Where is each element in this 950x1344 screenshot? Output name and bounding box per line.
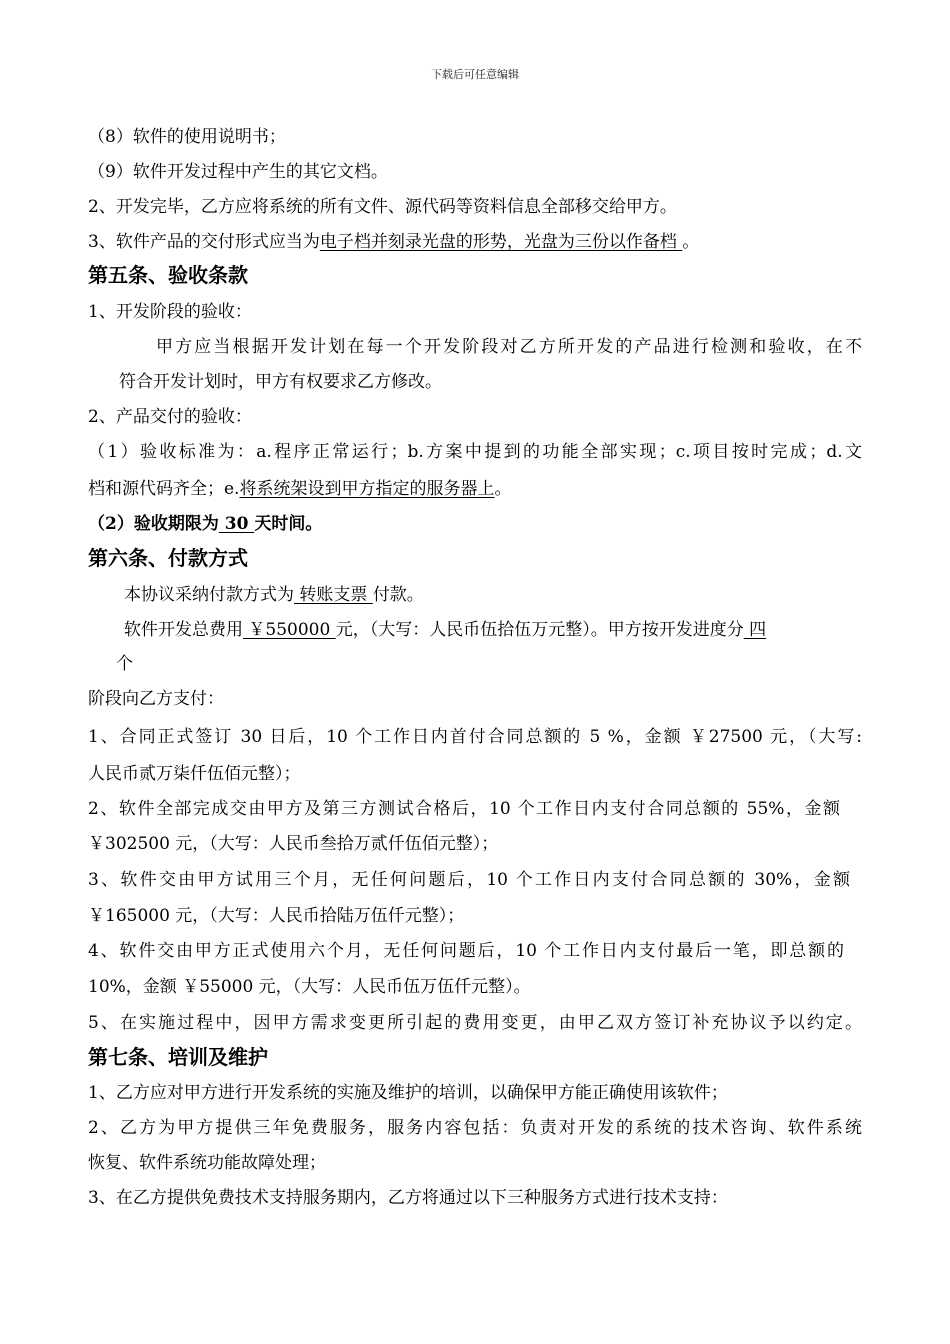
paragraph: 3、在乙方提供免费技术支持服务期内，乙方将通过以下三种服务方式进行技术支持： xyxy=(88,1188,728,1208)
text-run: 付款。 xyxy=(372,585,424,605)
paragraph: 甲方应当根据开发计划在每一个开发阶段对乙方所开发的产品进行检测和验收，在不 xyxy=(156,337,862,357)
paragraph xyxy=(124,583,424,607)
text-run: 天时间。 xyxy=(254,514,323,534)
payment-item: 1、合同正式签订 30 日后，10 个工作日内首付合同总额的 5 %，金额 ￥27500 元，（大写: xyxy=(88,727,862,747)
section-heading: 第五条、验收条款 xyxy=(88,263,248,287)
underlined-field: 转账支票 xyxy=(294,585,373,605)
underlined-field: 四 xyxy=(743,620,767,640)
payment-item: 2、软件全部完成交由甲方及第三方测试合格后，10 个工作日内支付合同总额的 55%，金额 xyxy=(88,799,840,819)
section-heading: 第六条、付款方式 xyxy=(88,546,248,570)
payment-item: ￥165000 元，（大写：人民币拾陆万伍仟元整）； xyxy=(88,906,465,926)
paragraph: 恢复、软件系统功能故障处理； xyxy=(88,1153,326,1173)
text-run: 3、软件产品的交付形式应当为 xyxy=(88,232,320,252)
paragraph xyxy=(88,512,322,536)
underlined-field: 电子档并刻录光盘的形势，光盘为三份以作备档 xyxy=(319,232,683,252)
text-run: 本协议采纳付款方式为 xyxy=(124,585,294,605)
payment-item: 10%，金额 ￥55000 元，（大写：人民币伍万伍仟元整）。 xyxy=(88,977,531,997)
paragraph: 2、开发完毕，乙方应将系统的所有文件、源代码等资料信息全部移交给甲方。 xyxy=(88,197,677,217)
underlined-field: 将系统架设到甲方指定的服务器上 xyxy=(239,479,495,499)
paragraph: （1）验收标准为：a.程序正常运行；b.方案中提到的功能全部实现；c.项目按时完成；d.文 xyxy=(88,442,862,462)
paragraph xyxy=(124,618,766,642)
paragraph: 2、产品交付的验收： xyxy=(88,407,252,427)
text-run: 。 xyxy=(682,232,700,252)
payment-item: 4、软件交由甲方正式使用六个月，无任何问题后，10 个工作日内支付最后一笔，即总额的 xyxy=(88,941,844,961)
payment-item: ￥302500 元，（大写：人民币叁拾万贰仟伍佰元整）； xyxy=(88,834,499,854)
paragraph: 符合开发计划时，甲方有权要求乙方修改。 xyxy=(119,372,442,392)
underlined-field: ￥550000 xyxy=(243,620,336,640)
paragraph xyxy=(88,230,699,254)
payment-item: 3、软件交由甲方试用三个月，无任何问题后，10 个工作日内支付合同总额的 30%，金额 xyxy=(88,870,850,890)
paragraph: 1、乙方应对甲方进行开发系统的实施及维护的培训，以确保甲方能正确使用该软件； xyxy=(88,1083,728,1103)
section-heading: 第七条、培训及维护 xyxy=(88,1045,268,1069)
list-item: （8）软件的使用说明书； xyxy=(88,127,286,147)
page-header: 下载后可任意编辑 xyxy=(431,68,519,81)
payment-item: 人民币贰万柒仟伍佰元整）； xyxy=(88,764,301,784)
text-run: 。 xyxy=(494,479,512,499)
payment-item: 5、在实施过程中，因甲方需求变更所引起的费用变更，由甲乙双方签订补充协议予以约定。 xyxy=(88,1013,862,1033)
paragraph xyxy=(88,477,511,501)
paragraph: 1、开发阶段的验收： xyxy=(88,302,252,322)
paragraph: 2、乙方为甲方提供三年免费服务，服务内容包括：负责对开发的系统的技术咨询、软件系统 xyxy=(88,1118,862,1138)
text-run: （2）验收期限为 xyxy=(88,514,219,534)
paragraph: 阶段向乙方支付： xyxy=(88,689,224,709)
paragraph: 个 xyxy=(116,654,133,674)
text-run: 元，（大写：人民币伍拾伍万元整）。甲方按开发进度分 xyxy=(335,620,744,640)
text-run: 软件开发总费用 xyxy=(124,620,243,640)
text-run: 档和源代码齐全；e. xyxy=(88,479,240,499)
underlined-field: 30 xyxy=(218,514,255,534)
list-item: （9）软件开发过程中产生的其它文档。 xyxy=(88,162,388,182)
